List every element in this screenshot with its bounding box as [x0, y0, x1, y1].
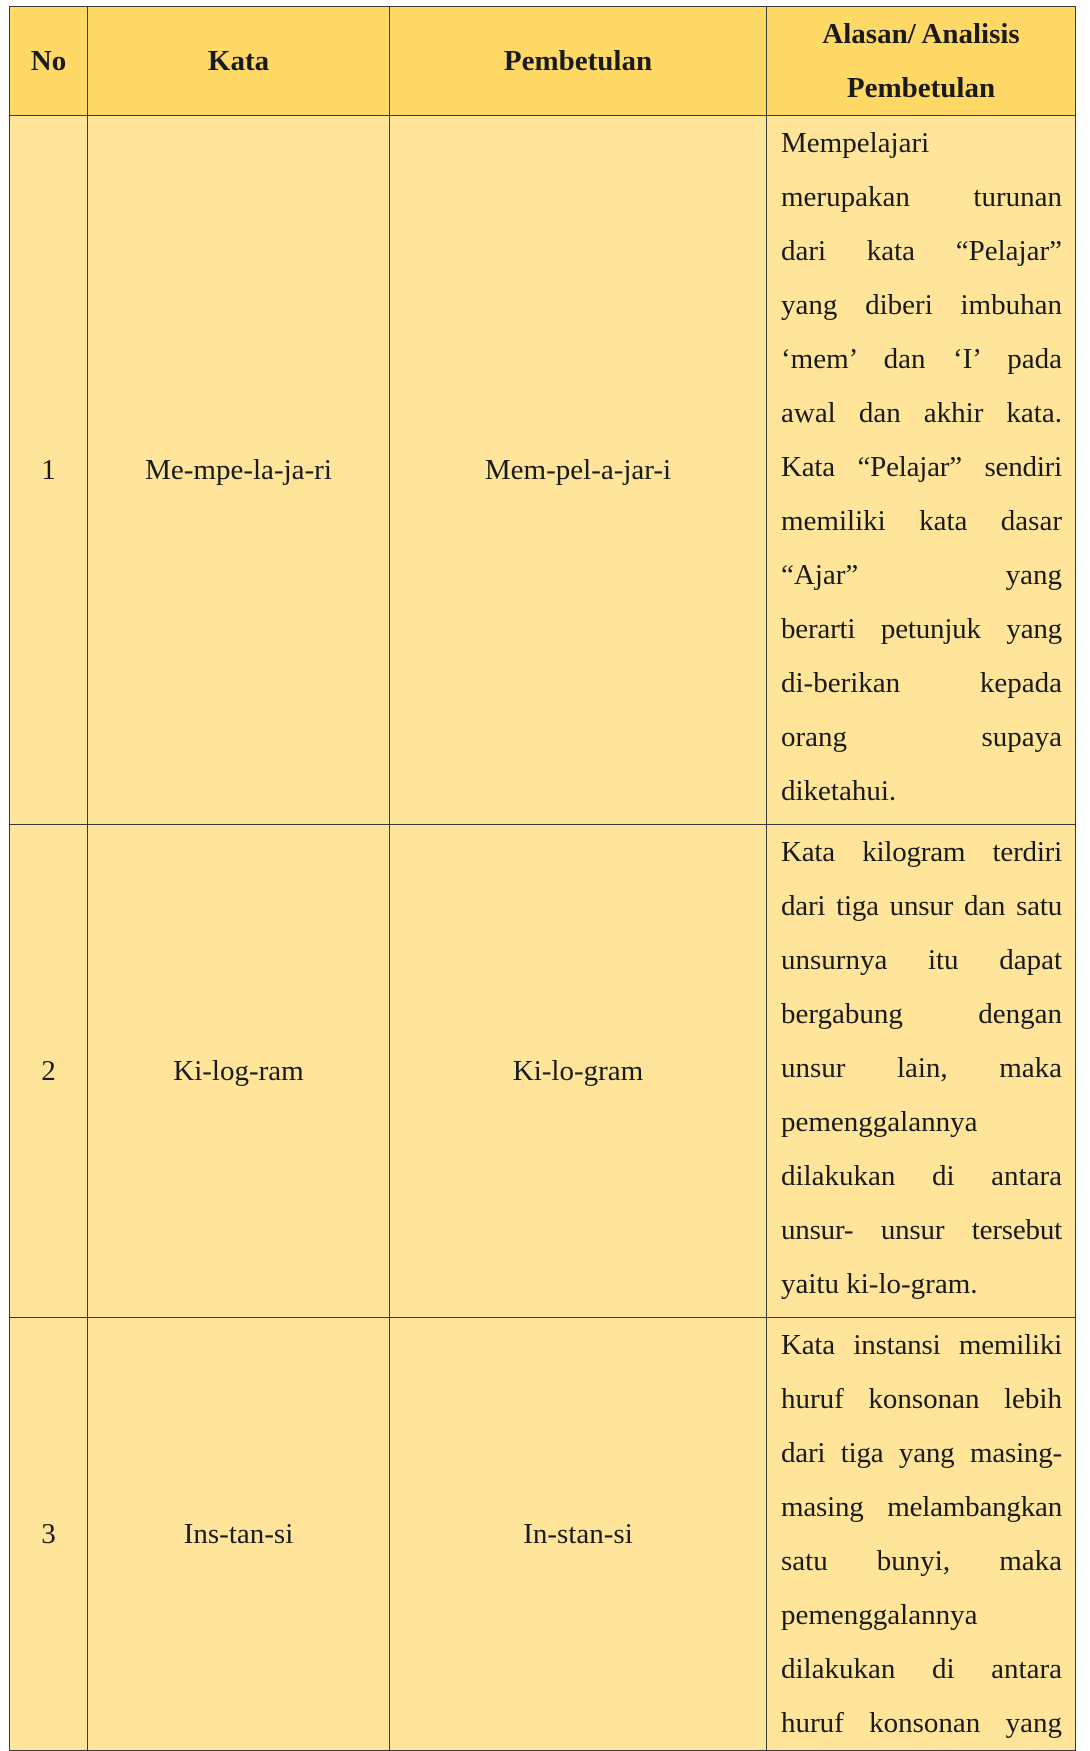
row-pembetulan: In-stan-si	[390, 1318, 767, 1751]
row-no: 3	[10, 1318, 88, 1751]
header-alasan-line2: Pembetulan	[846, 72, 996, 104]
alasan-line: dari tiga unsur dan satu	[781, 890, 1062, 922]
alasan-line: unsur- unsur tersebut	[781, 1214, 1062, 1246]
alasan-line: satu bunyi, maka	[781, 1545, 1062, 1577]
alasan-line: pemenggalannya	[781, 1106, 978, 1138]
alasan-line: masing melambangkan	[781, 1491, 1062, 1523]
alasan-line: di-berikan kepada	[781, 667, 1062, 699]
table-header-row	[10, 7, 1076, 116]
alasan-line: merupakan turunan	[781, 181, 1062, 213]
alasan-line: unsur lain, maka	[781, 1052, 1062, 1084]
alasan-line: yaitu ki-lo-gram.	[781, 1268, 978, 1300]
header-kata: Kata	[88, 7, 390, 116]
row-pembetulan: Mem-pel-a-jar-i	[390, 116, 767, 825]
alasan-line: yang diberi imbuhan	[781, 289, 1062, 321]
header-no: No	[10, 7, 88, 116]
alasan-line: “Ajar” yang	[781, 559, 1062, 591]
alasan-line: pemenggalannya	[781, 1599, 978, 1631]
alasan-line: Kata kilogram terdiri	[781, 836, 1062, 868]
row-pembetulan: Ki-lo-gram	[390, 825, 767, 1318]
header-pembetulan: Pembetulan	[390, 7, 767, 116]
row-alasan	[767, 116, 1076, 825]
row-kata: Ki-log-ram	[88, 825, 390, 1318]
row-no: 1	[10, 116, 88, 825]
alasan-line: ‘mem’ dan ‘I’ pada	[781, 343, 1062, 375]
spelling-correction-table	[9, 6, 1076, 1751]
alasan-line: awal dan akhir kata.	[781, 397, 1062, 429]
alasan-line: huruf konsonan yang	[781, 1707, 1062, 1739]
row-alasan	[767, 825, 1076, 1318]
alasan-line: diketahui.	[781, 775, 897, 807]
header-alasan-line1: Alasan/ Analisis	[822, 18, 1020, 50]
alasan-line: huruf konsonan lebih	[781, 1383, 1062, 1415]
table-row	[10, 1318, 1076, 1751]
alasan-line: bergabung dengan	[781, 998, 1062, 1030]
row-alasan	[767, 1318, 1076, 1751]
alasan-line: memiliki kata dasar	[781, 505, 1062, 537]
row-kata: Ins-tan-si	[88, 1318, 390, 1751]
alasan-line: orang supaya	[781, 721, 1062, 753]
alasan-line: Kata instansi memiliki	[781, 1329, 1062, 1361]
row-no: 2	[10, 825, 88, 1318]
alasan-line: unsurnya itu dapat	[781, 944, 1062, 976]
row-kata: Me-mpe-la-ja-ri	[88, 116, 390, 825]
header-alasan	[767, 7, 1076, 116]
alasan-line: Kata “Pelajar” sendiri	[781, 451, 1062, 483]
alasan-line: dari tiga yang masing-	[781, 1437, 1062, 1469]
alasan-line: Mempelajari	[781, 127, 930, 159]
alasan-line: dari kata “Pelajar”	[781, 235, 1062, 267]
alasan-line: dilakukan di antara	[781, 1653, 1062, 1685]
alasan-line: berarti petunjuk yang	[781, 613, 1062, 645]
table-row	[10, 116, 1076, 825]
alasan-line: dilakukan di antara	[781, 1160, 1062, 1192]
table-row	[10, 825, 1076, 1318]
